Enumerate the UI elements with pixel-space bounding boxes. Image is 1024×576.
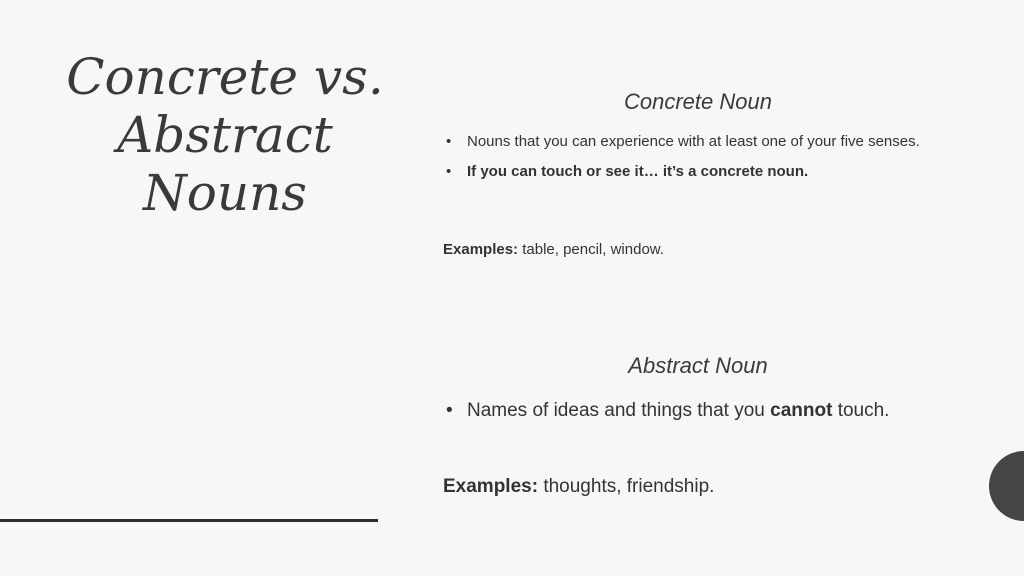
corner-circle-decoration bbox=[989, 451, 1024, 521]
bullet-icon: • bbox=[446, 400, 453, 421]
abstract-bullet-1-bold: cannot bbox=[770, 400, 833, 421]
title-underline-rule bbox=[0, 519, 378, 522]
list-item bbox=[443, 162, 933, 182]
concrete-bullet-2-text: If you can touch or see it… it’s a concrete noun. bbox=[467, 163, 809, 180]
list-item bbox=[443, 132, 933, 152]
slide-title bbox=[40, 48, 410, 222]
abstract-examples-label: Examples: bbox=[443, 476, 539, 497]
title-line-3: Nouns bbox=[143, 164, 307, 222]
list-item bbox=[443, 399, 933, 423]
concrete-bullet-1-text: Nouns that you can experience with at least one of your five senses. bbox=[467, 133, 920, 150]
bullet-icon: • bbox=[446, 163, 452, 180]
abstract-noun-bullets bbox=[443, 399, 933, 423]
title-line-2: Abstract bbox=[117, 106, 333, 164]
abstract-examples bbox=[443, 476, 714, 498]
abstract-bullet-1-after: touch. bbox=[832, 400, 890, 421]
abstract-bullet-1-text bbox=[467, 400, 889, 421]
title-line-1: Concrete vs. bbox=[66, 48, 384, 106]
concrete-noun-bullets bbox=[443, 132, 933, 192]
concrete-examples-label: Examples: bbox=[443, 241, 519, 258]
concrete-noun-heading: Concrete Noun bbox=[624, 89, 772, 114]
abstract-examples-text: thoughts, friendship. bbox=[538, 476, 715, 497]
abstract-bullet-1-before: Names of ideas and things that you bbox=[467, 400, 771, 421]
concrete-examples-text: table, pencil, window. bbox=[518, 241, 664, 258]
concrete-examples bbox=[443, 241, 664, 258]
bullet-icon: • bbox=[446, 133, 452, 150]
abstract-noun-heading: Abstract Noun bbox=[628, 353, 768, 378]
